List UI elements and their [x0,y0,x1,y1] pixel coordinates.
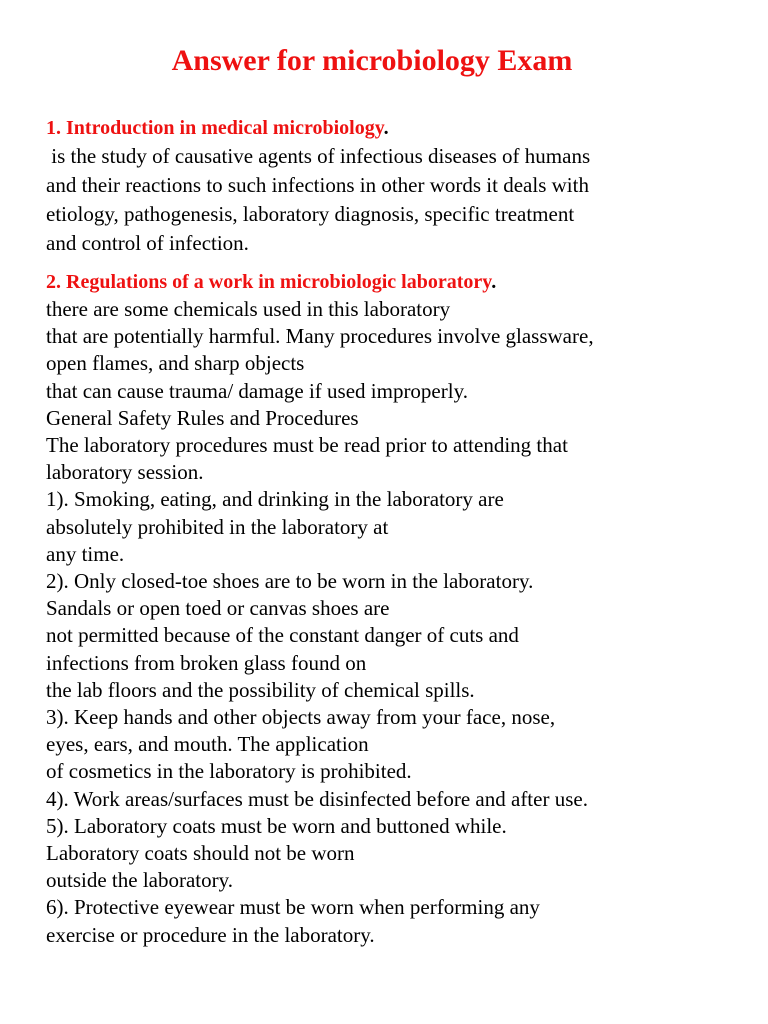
text-line: that can cause trauma/ damage if used improperly. [46,378,468,403]
text-line: 3). Keep hands and other objects away from your face, nose, [46,705,556,730]
text-line: open flames, and sharp objects [46,351,305,376]
text-line: absolutely prohibited in the laboratory at [46,514,389,539]
text-line: there are some chemicals used in this laboratory [46,297,451,321]
text-line: infections from broken glass found on [46,650,367,675]
text-line: 5). Laboratory coats must be worn and buttoned while. [46,813,507,838]
text-line: The laboratory procedures must be read prior to attending that [46,433,568,458]
text-line: outside the laboratory. [46,868,234,893]
text-line: 1). Smoking, eating, and drinking in the laboratory are [46,487,504,512]
text-line: 6). Protective eyewear must be worn when performing any [46,895,540,920]
text-line: not permitted because of the constant danger of cuts and [46,623,519,648]
text-line: the lab floors and the possibility of chemical spills. [46,677,475,702]
text-line: eyes, ears, and mouth. The application [46,732,369,757]
text-line: General Safety Rules and Procedures [46,405,359,430]
text-line: etiology, pathogenesis, laboratory diagnosis, specific treatment [46,202,575,226]
section-heading-regulations [46,268,736,296]
section-body [46,296,736,949]
text-line: Laboratory coats should not be worn [46,841,355,866]
section-introduction [46,114,736,258]
section-heading-text: 1. Introduction in medical microbiology [46,117,384,139]
text-line: laboratory session. [46,460,204,485]
section-regulations [46,268,736,949]
text-line: 2). Only closed-toe shoes are to be worn in the laboratory. [46,569,534,594]
section-heading-text: 2. Regulations of a work in microbiologic laboratory [46,271,492,293]
text-line: and their reactions to such infections in other words it deals with [46,173,589,197]
text-line: Sandals or open toed or canvas shoes are [46,596,390,621]
section-heading-period: . [383,117,389,139]
text-line: and control of infection. [46,231,249,255]
text-line: exercise or procedure in the laboratory. [46,922,375,947]
section-heading-introduction [46,114,736,142]
document-title: Answer for microbiology Exam [171,44,573,77]
text-line: that are potentially harmful. Many procedures involve glassware, [46,324,594,349]
section-body [46,142,736,258]
text-line: any time. [46,541,125,566]
text-line: is the study of causative agents of infectious diseases of humans [46,144,591,168]
section-heading-period: . [491,271,497,293]
text-line: of cosmetics in the laboratory is prohibited. [46,759,412,784]
text-line: 4). Work areas/surfaces must be disinfected before and after use. [46,786,588,811]
